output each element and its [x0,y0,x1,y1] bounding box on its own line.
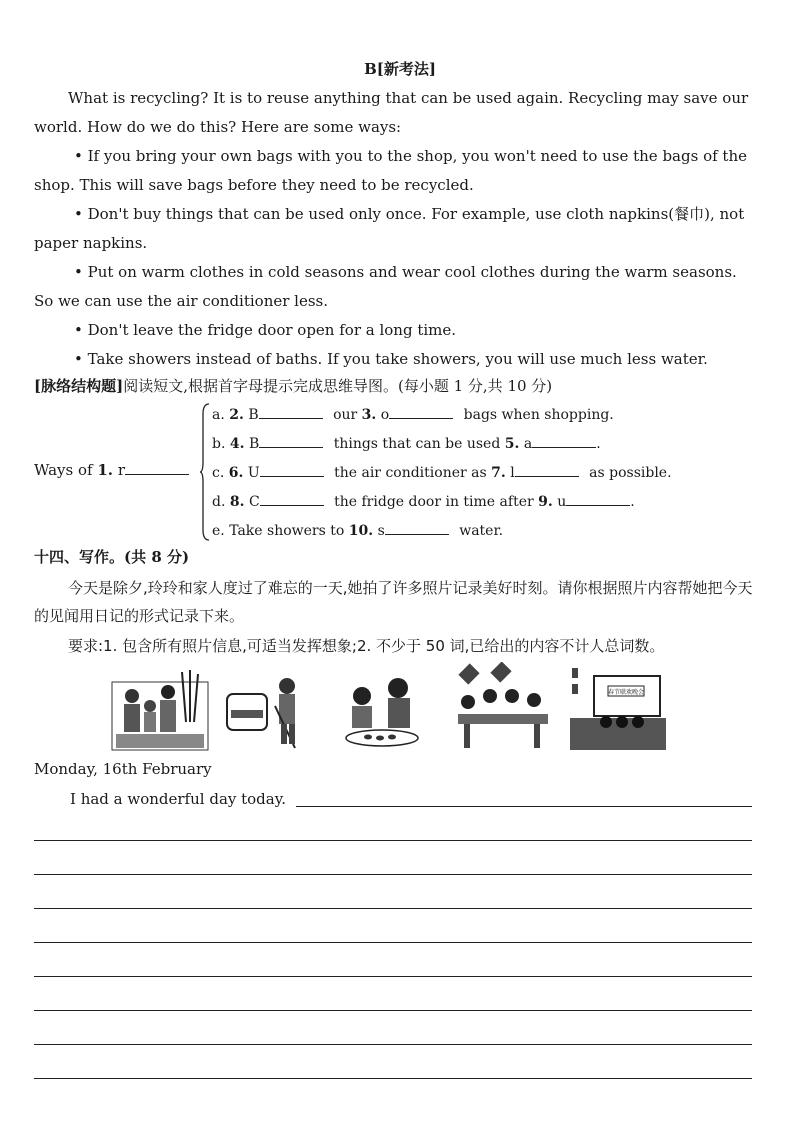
writing-line[interactable] [34,976,752,977]
q1-number: 1. [97,461,114,479]
writing-line[interactable] [34,1078,752,1079]
way-4: • Don't leave the fridge door open for a long time. [74,321,457,339]
q6-letter: U [247,465,260,481]
family-dinner-picture [450,662,555,752]
q2-letter: B [248,407,259,423]
q10-letter: s [377,523,385,539]
q4-number: 4. [229,436,245,452]
row-text: our [333,407,358,423]
photo-strip [110,662,670,752]
mindmap-row-a [212,404,614,423]
writing-line[interactable] [34,942,752,943]
mindmap-row-e [212,520,503,539]
mindmap-root [34,460,189,479]
tv-caption: 春节联欢晚会 [607,689,645,696]
writing-line[interactable] [296,806,752,807]
mindmap-row-b [212,433,601,452]
q5-number: 5. [504,436,520,452]
q1-blank[interactable] [125,460,189,475]
way-1: • If you bring your own bags with you to the shop, you won't need to use the bags of the shop. This will save bags before they need to be recycled. [34,147,747,194]
writing-heading: 十四、写作。(共 8 分) [34,548,190,566]
writing-line[interactable] [34,908,752,909]
task-instruction [34,372,754,401]
mindmap-brace [200,402,210,542]
way-3: • Put on warm clothes in cold seasons and wear cool clothes during the warm seasons. So we can use the air conditioner less. [34,263,737,310]
q4-letter: B [248,436,260,452]
writing-line[interactable] [34,1044,752,1045]
row-tail: water. [459,523,504,539]
q6-blank[interactable] [260,462,324,477]
way-2: • Don't buy things that can be used only once. For example, use cloth napkins(餐巾), not paper napkins. [34,205,745,252]
q5-letter: a [523,436,533,452]
diary-opener: I had a wonderful day today. [70,790,286,808]
row-label: b. [212,436,226,452]
row-text: Take showers to [229,523,345,539]
task-tag: [脉络结构题] [34,377,124,395]
q9-letter: u [557,494,567,510]
q6-number: 6. [228,465,244,481]
q2-blank[interactable] [259,404,323,419]
buying-flowers-picture [110,662,210,752]
writing-requirements: 要求:1. 包含所有照片信息,可适当发挥想象;2. 不少于 50 词,已给出的内容不计人总词数。 [68,637,665,655]
row-label: d. [212,494,226,510]
row-tail: bags when shopping. [463,407,614,423]
diary-date: Monday, 16th February [34,760,212,778]
making-dumplings-picture [332,662,432,752]
writing-line[interactable] [34,1010,752,1011]
q10-blank[interactable] [385,520,449,535]
q5-blank[interactable] [532,433,596,448]
row-text: things that can be used [333,436,501,452]
writing-line[interactable] [34,840,752,841]
mindmap-row-d [212,491,635,510]
q9-blank[interactable] [566,491,630,506]
q8-number: 8. [229,494,245,510]
row-label: c. [212,465,225,481]
q9-number: 9. [538,494,553,510]
root-prefix: Ways of [34,461,98,479]
q1-letter: r [117,461,125,479]
watching-gala-picture [568,662,668,752]
row-text: the fridge door in time after [334,494,534,510]
row-label: e. [212,523,225,539]
q3-letter: o [380,407,390,423]
writing-prompt: 今天是除夕,玲玲和家人度过了难忘的一天,她拍了许多照片记录美好时刻。请你根据照片内容帮她把今天的见闻用日记的形式记录下来。 [34,579,753,625]
q4-blank[interactable] [259,433,323,448]
row-label: a. [212,407,225,423]
q3-blank[interactable] [389,404,453,419]
cleaning-house-picture [225,662,310,752]
row-tail: . [630,494,635,510]
way-5: • Take showers instead of baths. If you take showers, you will use much less water. [74,350,708,368]
q3-number: 3. [361,407,377,423]
q7-letter: l [510,465,515,481]
q8-blank[interactable] [260,491,324,506]
q8-letter: C [248,494,260,510]
q10-number: 10. [348,523,374,539]
task-text: 阅读短文,根据首字母提示完成思维导图。(每小题 1 分,共 10 分) [123,377,553,395]
mindmap-row-c [212,462,672,481]
writing-line[interactable] [34,874,752,875]
q7-blank[interactable] [515,462,579,477]
q7-number: 7. [491,465,506,481]
passage-intro: What is recycling? It is to reuse anything that can be used again. Recycling may save our world. How do we do this? Here are some ways: [34,89,749,136]
row-tail: as possible. [589,465,672,481]
row-tail: . [596,436,601,452]
row-text: the air conditioner as [334,465,487,481]
section-title: B[新考法] [364,60,436,78]
q2-number: 2. [229,407,244,423]
